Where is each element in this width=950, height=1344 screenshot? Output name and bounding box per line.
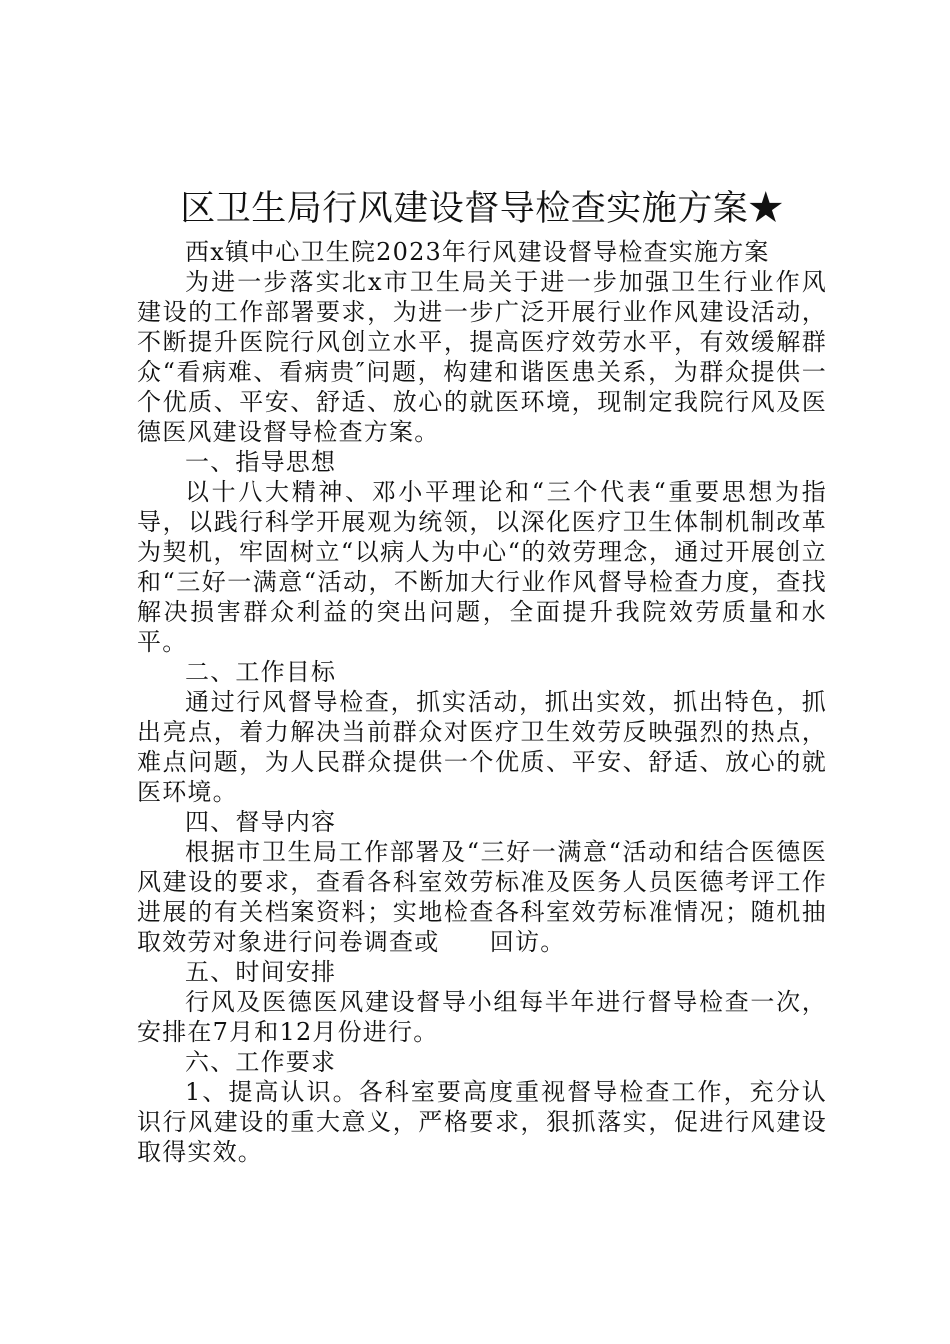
section-heading-supervision-content: 四、督导内容 (185, 808, 337, 836)
intro-paragraph: 为进一步落实北x市卫生局关于进一步加强卫生行业作风建设的工作部署要求，为进一步广泛开展行业作风建设活动，不断提升医院行风创立水平，提高医疗效劳水平，有效缓解群众“看病难、看病贵″问题，构建和谐医患关系，为群众提供一个优质、平安、舒适、放心的就医环境，现制定我院行风及医德医风建设督导检查方案。 (137, 268, 827, 446)
section-body-work-goals: 通过行风督导检查，抓实活动，抓出实效，抓出特色，抓出亮点，着力解决当前群众对医疗卫生效劳反映强烈的热点，难点问题，为人民群众提供一个优质、平安、舒适、放心的就医环境。 (137, 688, 827, 806)
section-heading-work-goals: 二、工作目标 (185, 658, 337, 686)
document-body (137, 183, 827, 1167)
section-body-work-requirements: 1、提高认识。各科室要高度重视督导检查工作，充分认识行风建设的重大意义，严格要求，狠抓落实，促进行风建设取得实效。 (137, 1078, 827, 1166)
document-title: 区卫生局行风建设督导检查实施方案★ (180, 189, 784, 229)
section-body-guiding-ideology: 以十八大精神、邓小平理论和“三个代表“重要思想为指导，以践行科学开展观为统领，以深化医疗卫生体制机制改革为契机，牢固树立“以病人为中心“的效劳理念，通过开展创立和“三好一满意“活动，不断加大行业作风督导检查力度，查找解决损害群众利益的突出问题，全面提升我院效劳质量和水平。 (137, 478, 827, 656)
section-heading-guiding-ideology: 一、指导思想 (185, 448, 337, 476)
document-subtitle: 西x镇中心卫生院2023年行风建设督导检查实施方案 (185, 238, 770, 266)
section-heading-work-requirements: 六、工作要求 (185, 1048, 337, 1076)
section-body-supervision-content: 根据市卫生局工作部署及“三好一满意“活动和结合医德医风建设的要求，查看各科室效劳标准及医务人员医德考评工作进展的有关档案资料；实地检查各科室效劳标准情况；随机抽取效劳对象进行问卷调查或 回访。 (137, 838, 827, 956)
section-heading-schedule: 五、时间安排 (185, 958, 337, 986)
section-body-schedule: 行风及医德医风建设督导小组每半年进行督导检查一次，安排在7月和12月份进行。 (137, 988, 827, 1046)
